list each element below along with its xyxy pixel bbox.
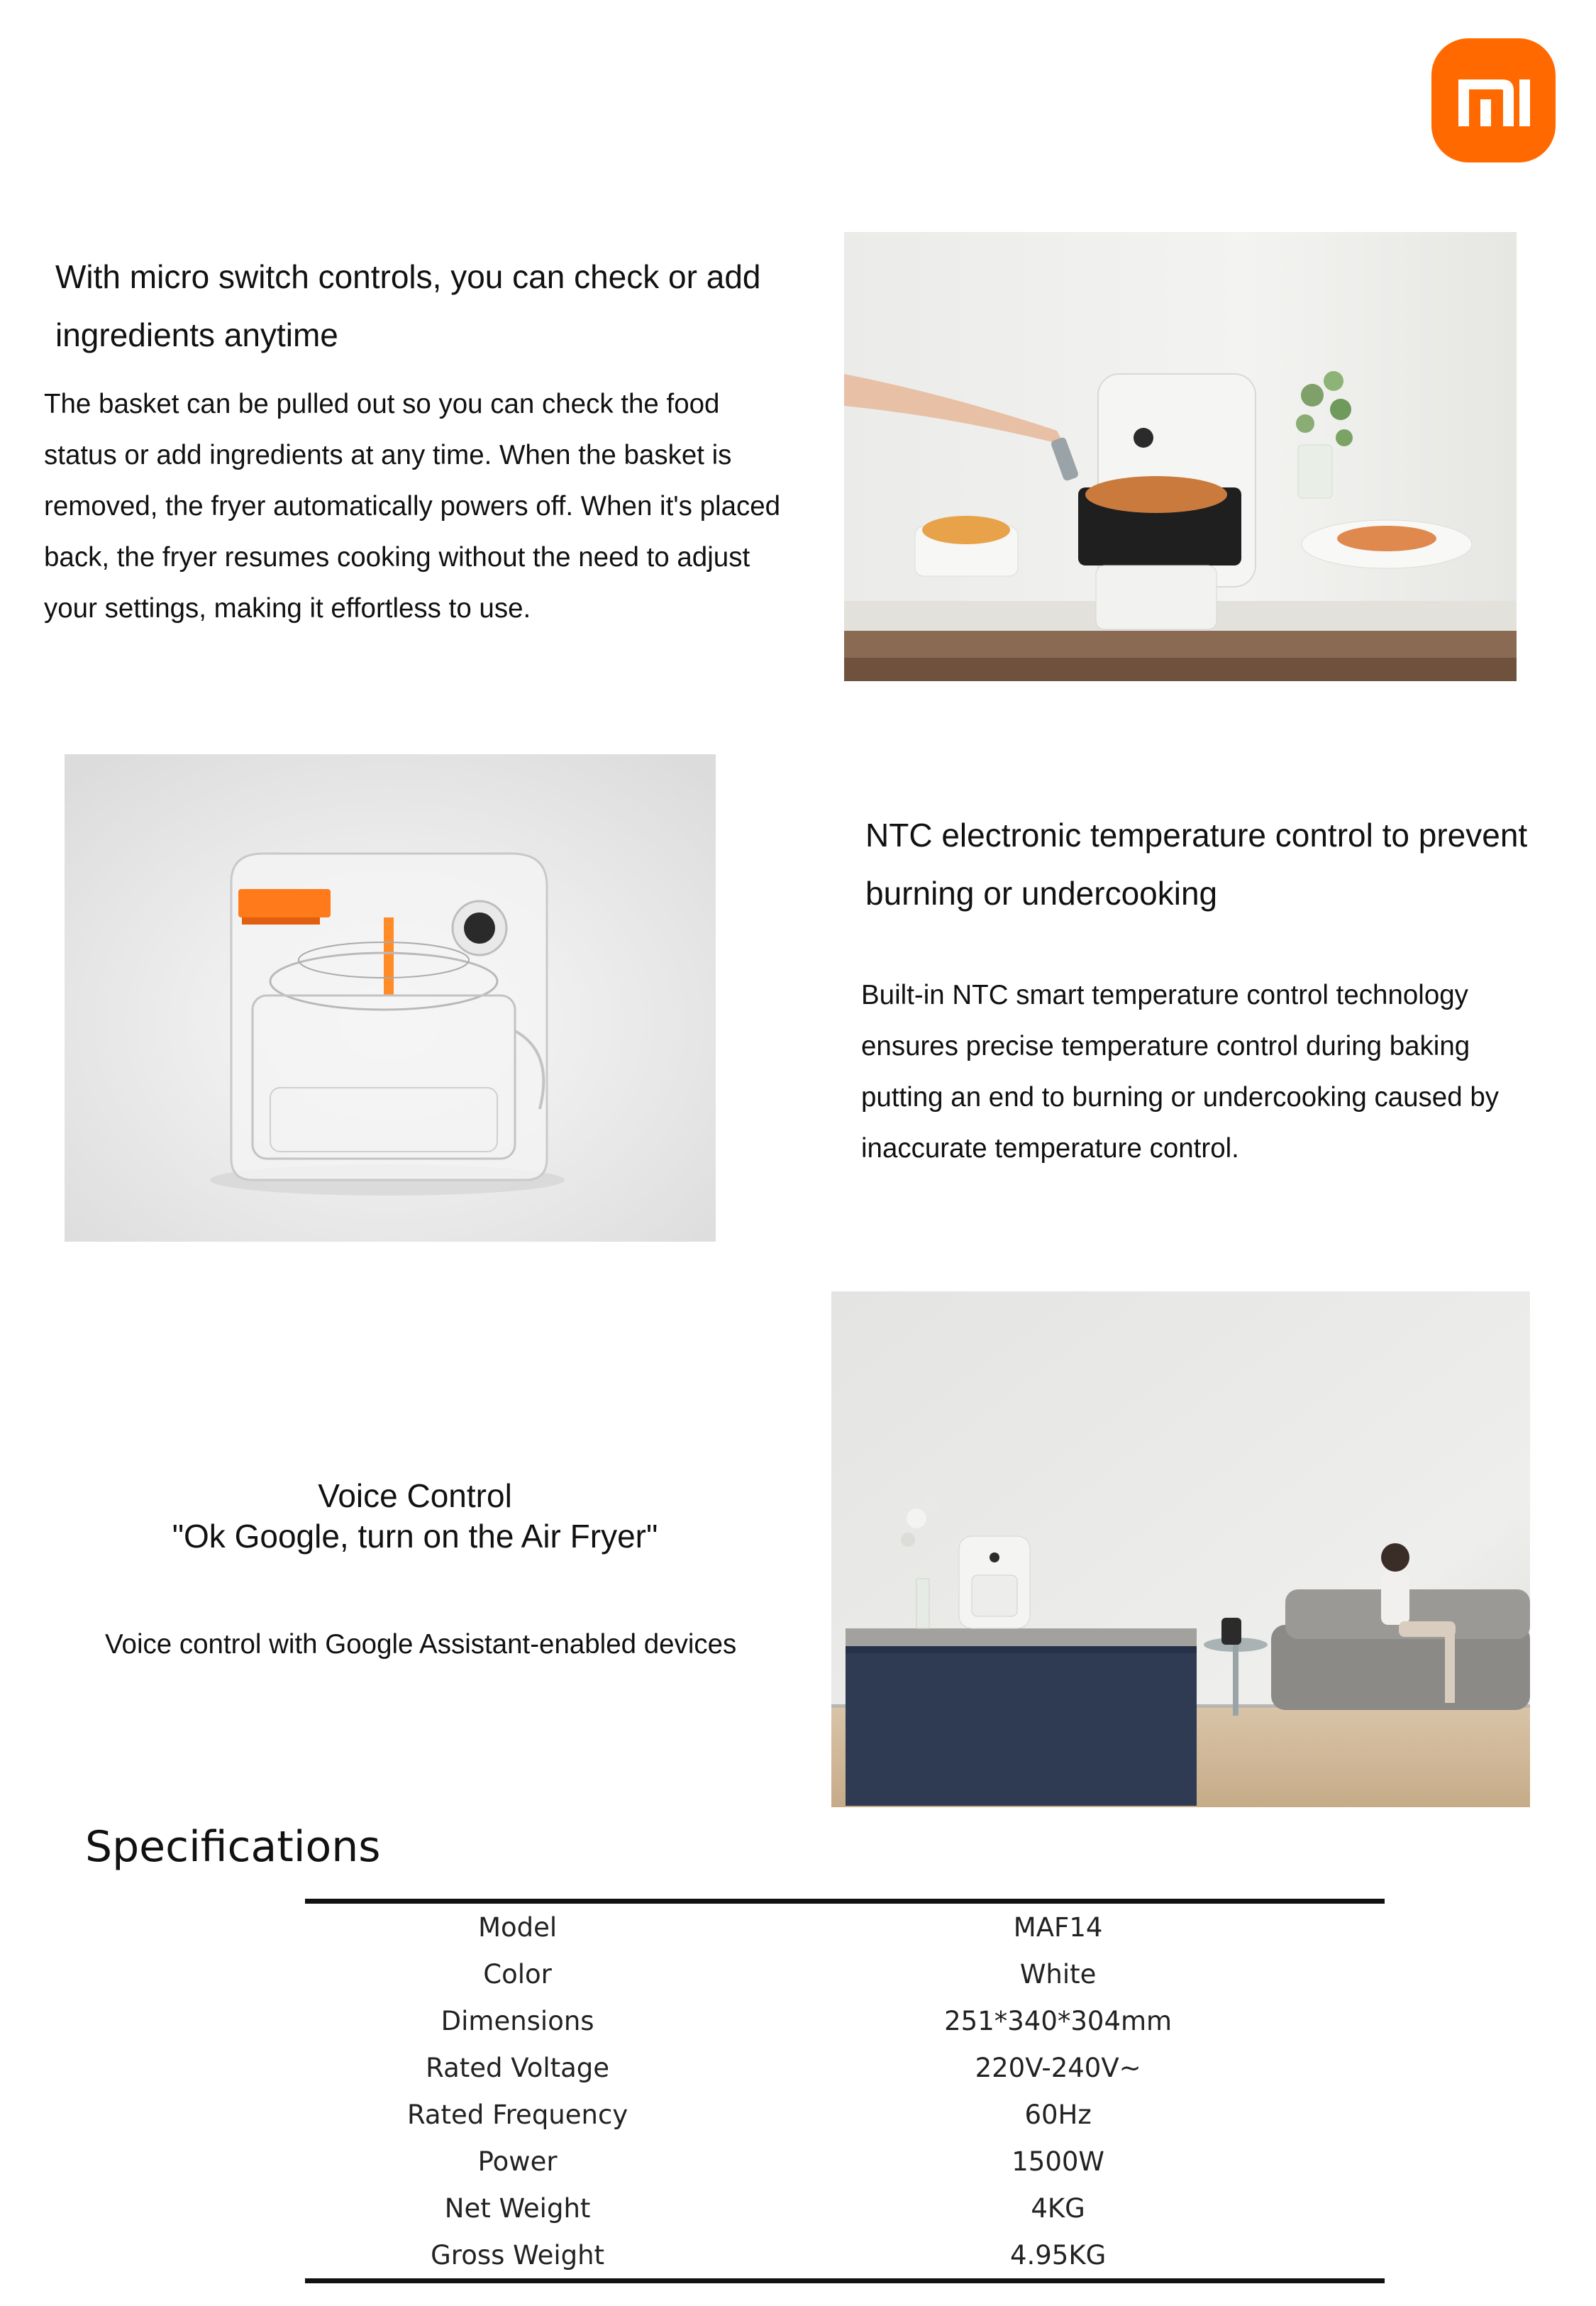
mi-logo xyxy=(1431,38,1556,162)
air-fryer-xray-photo xyxy=(65,754,716,1242)
specifications-rows xyxy=(305,1904,1385,2278)
spec-value: White xyxy=(1019,1958,1097,1990)
spec-label: Model xyxy=(478,1911,558,1943)
table-row xyxy=(305,1904,1385,1951)
spec-label: Rated Frequency xyxy=(406,2099,628,2130)
spec-value: 4KG xyxy=(1031,2192,1085,2224)
table-row xyxy=(305,2091,1385,2138)
spec-value: 220V-240V~ xyxy=(975,2052,1141,2083)
specifications-table xyxy=(305,1899,1385,2283)
specifications-title: Specifications xyxy=(85,1822,381,1872)
voice-control-title-line2: "Ok Google, turn on the Air Fryer" xyxy=(172,1518,658,1555)
voice-control-body: Voice control with Google Assistant-enabled devices xyxy=(105,1629,737,1660)
section2-body: Built-in NTC smart temperature control technology ensures precise temperature control during baking putting an end to burning or undercooking caused by inaccurate temperature control. xyxy=(861,980,1499,1164)
section1-heading: With micro switch controls, you can check or add ingredients anytime xyxy=(55,258,761,353)
living-room-photo xyxy=(831,1291,1530,1807)
voice-control-title-line1: Voice Control xyxy=(318,1477,512,1514)
spec-value: 1500W xyxy=(1012,2146,1104,2177)
spec-label: Net Weight xyxy=(444,2192,591,2224)
spec-label: Color xyxy=(483,1958,552,1990)
spec-label: Gross Weight xyxy=(431,2239,605,2271)
spec-label: Rated Voltage xyxy=(426,2052,610,2083)
table-row xyxy=(305,2138,1385,2185)
table-row xyxy=(305,2044,1385,2091)
section1-body: The basket can be pulled out so you can check the food status or add ingredients at any time. When the basket is removed, the fryer automatically powers off. When it's placed back, the fryer resumes cooking without the need to adjust your settings, making it effortless to use. xyxy=(44,389,781,624)
table-row xyxy=(305,1997,1385,2044)
table-row xyxy=(305,1951,1385,1997)
table-bottom-rule xyxy=(305,2278,1385,2283)
spec-value: MAF14 xyxy=(1013,1911,1103,1943)
spec-label: Dimensions xyxy=(440,2005,594,2036)
spec-value: 251*340*304mm xyxy=(944,2005,1173,2036)
spec-value: 4.95KG xyxy=(1009,2239,1107,2271)
voice-control-title xyxy=(113,1476,716,1557)
spec-label: Power xyxy=(477,2146,558,2177)
air-fryer-kitchen-photo xyxy=(844,232,1517,681)
section2-heading: NTC electronic temperature control to prevent burning or undercooking xyxy=(865,817,1528,912)
table-row xyxy=(305,2185,1385,2231)
table-row xyxy=(305,2231,1385,2278)
table-top-rule xyxy=(305,1899,1385,1904)
mi-logo-icon xyxy=(1431,38,1556,162)
spec-value: 60Hz xyxy=(1024,2099,1092,2130)
